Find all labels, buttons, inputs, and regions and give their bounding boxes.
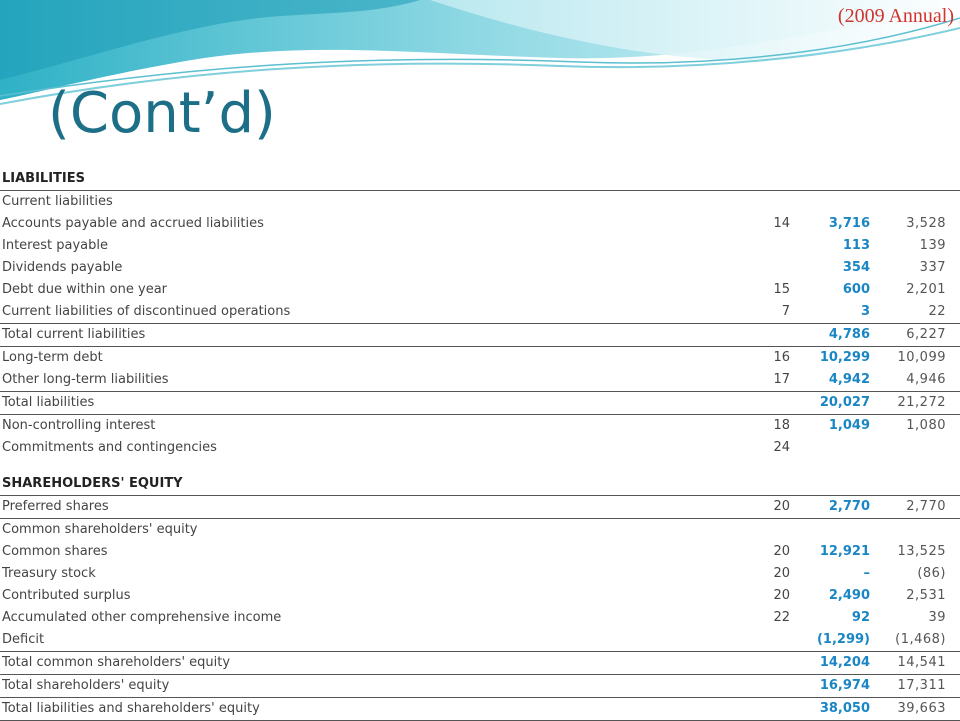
row-label: Treasury stock: [2, 566, 96, 581]
current-liabilities-heading-row: [0, 190, 960, 213]
row-note: 20: [773, 544, 790, 559]
table-row: [0, 301, 960, 323]
row-label: Dividends payable: [2, 260, 123, 275]
row-current-value: 10,299: [819, 350, 870, 365]
row-note: 22: [773, 610, 790, 625]
row-prior-value: 3,528: [906, 216, 946, 231]
row-current-value: 354: [842, 260, 870, 275]
table-row: [0, 651, 960, 674]
row-label: Accumulated other comprehensive income: [2, 610, 282, 625]
row-label: Other long-term liabilities: [2, 372, 169, 387]
row-note: 14: [773, 216, 790, 231]
row-current-value: 4,786: [828, 327, 870, 342]
row-note: 15: [773, 282, 790, 297]
row-current-value: –: [863, 566, 870, 581]
row-prior-value: 14,541: [897, 655, 946, 670]
section-heading: LIABILITIES: [2, 171, 85, 186]
row-label: Long-term debt: [2, 350, 103, 365]
row-current-value: 3,716: [828, 216, 870, 231]
row-prior-value: 4,946: [906, 372, 946, 387]
table-row: [0, 541, 960, 563]
section-heading: SHAREHOLDERS' EQUITY: [2, 476, 183, 491]
row-prior-value: 337: [919, 260, 946, 275]
row-current-value: 4,942: [828, 372, 870, 387]
row-note: 20: [773, 499, 790, 514]
balance-sheet-statement: [0, 168, 960, 721]
annual-report-tag: (2009 Annual): [837, 5, 954, 27]
row-prior-value: 1,080: [906, 418, 946, 433]
table-row: [0, 323, 960, 346]
row-prior-value: 39,663: [897, 701, 946, 716]
row-label: Accounts payable and accrued liabilities: [2, 216, 264, 231]
row-prior-value: 139: [919, 238, 946, 253]
row-label: Interest payable: [2, 238, 108, 253]
row-current-value: 113: [842, 238, 870, 253]
common-equity-heading-row: [0, 518, 960, 541]
table-row: [0, 279, 960, 301]
row-current-value: 92: [851, 610, 870, 625]
row-note: 18: [773, 418, 790, 433]
table-row: [0, 346, 960, 369]
row-current-value: 14,204: [819, 655, 870, 670]
row-current-value: 1,049: [828, 418, 870, 433]
row-label: Contributed surplus: [2, 588, 131, 603]
row-note: 24: [773, 440, 790, 455]
table-row: [0, 607, 960, 629]
equity-heading: [0, 473, 960, 495]
row-current-value: 16,974: [819, 678, 870, 693]
row-current-value: (1,299): [816, 632, 870, 647]
row-label: Total common shareholders' equity: [2, 655, 231, 670]
row-label: Deficit: [2, 632, 45, 647]
row-prior-value: (86): [917, 566, 946, 581]
table-row: [0, 213, 960, 235]
row-prior-value: 21,272: [897, 395, 946, 410]
row-note: 16: [773, 350, 790, 365]
table-row: [0, 391, 960, 414]
row-prior-value: 13,525: [897, 544, 946, 559]
section-spacer: [0, 459, 960, 473]
row-prior-value: 6,227: [906, 327, 946, 342]
row-current-value: 20,027: [819, 395, 870, 410]
row-current-value: 600: [842, 282, 870, 297]
subsection-heading: Common shareholders' equity: [2, 522, 198, 537]
row-current-value: 2,490: [828, 588, 870, 603]
table-row: [0, 674, 960, 697]
row-note: 7: [781, 304, 790, 319]
row-current-value: 12,921: [819, 544, 870, 559]
table-row: [0, 629, 960, 651]
row-current-value: 3: [860, 304, 870, 319]
table-row: [0, 563, 960, 585]
row-current-value: 2,770: [828, 499, 870, 514]
row-note: 20: [773, 566, 790, 581]
table-row: [0, 235, 960, 257]
row-prior-value: 39: [928, 610, 946, 625]
row-label: Total liabilities: [2, 395, 95, 410]
row-label: Total current liabilities: [2, 327, 146, 342]
row-current-value: 38,050: [819, 701, 870, 716]
slide-title: (Cont’d): [48, 81, 276, 146]
row-prior-value: 17,311: [897, 678, 946, 693]
row-label: Common shares: [2, 544, 108, 559]
liabilities-rows: [0, 213, 960, 459]
table-row: [0, 257, 960, 279]
row-note: 17: [773, 372, 790, 387]
table-row: [0, 697, 960, 721]
table-row: [0, 495, 960, 518]
subsection-heading: Current liabilities: [2, 194, 113, 209]
row-note: 20: [773, 588, 790, 603]
liabilities-heading: [0, 168, 960, 190]
row-label: Total shareholders' equity: [2, 678, 170, 693]
row-prior-value: 2,201: [906, 282, 946, 297]
row-prior-value: 2,531: [906, 588, 946, 603]
table-row: [0, 414, 960, 437]
row-prior-value: (1,468): [895, 632, 946, 647]
row-label: Debt due within one year: [2, 282, 168, 297]
table-row: [0, 369, 960, 391]
row-label: Commitments and contingencies: [2, 440, 217, 455]
row-label: Non-controlling interest: [2, 418, 156, 433]
row-label: Preferred shares: [2, 499, 109, 514]
row-prior-value: 2,770: [906, 499, 946, 514]
equity-rows: [0, 541, 960, 721]
table-row: [0, 437, 960, 459]
row-label: Total liabilities and shareholders' equity: [2, 701, 260, 716]
row-prior-value: 10,099: [897, 350, 946, 365]
table-row: [0, 585, 960, 607]
row-label: Current liabilities of discontinued operations: [2, 304, 291, 319]
row-prior-value: 22: [928, 304, 946, 319]
